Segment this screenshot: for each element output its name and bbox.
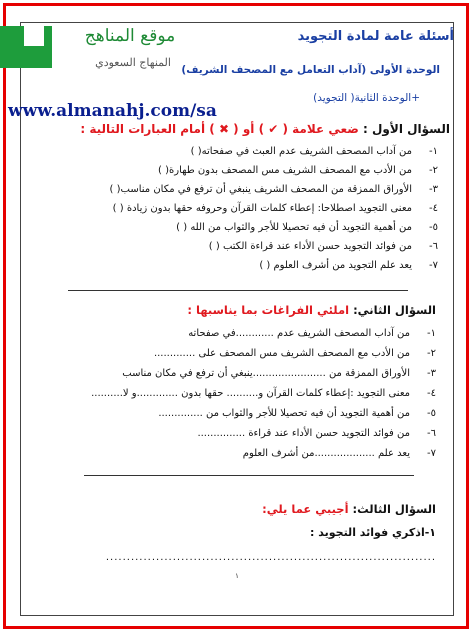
unit-two-heading: +الوحدة الثانية( التجويد) <box>313 92 420 104</box>
page-number: ١ <box>235 572 239 580</box>
item-number: ٦- <box>429 241 438 252</box>
answer-line[interactable]: ............................................................................... <box>105 552 436 563</box>
question1-heading <box>80 122 450 136</box>
item-number: ٤- <box>427 388 436 399</box>
site-logo-notch <box>24 26 44 46</box>
question2-instruction: املئي الفراغات بما يناسبها : <box>187 303 350 317</box>
site-logo-title: موقع المناهج <box>84 26 176 46</box>
site-logo-subtitle: المنهاج السعودي <box>95 56 171 69</box>
item-text: يعد علم التجويد من أشرف العلوم ( ) <box>259 260 412 271</box>
item-number: ٧- <box>427 448 436 459</box>
item-text: الأوراق الممزقة من .......................ينبغي أن ترفع في مكان مناسب <box>122 368 410 379</box>
item-number: ٣- <box>427 368 436 379</box>
item-text: الأوراق الممزقة من المصحف الشريف ينبغي أن ترفع في مكان مناسب( ) <box>109 184 412 195</box>
question1-instruction: ضعي علامة ( ✔ ) أو ( ✖ ) أمام العبارات التالية : <box>80 122 359 136</box>
list-item <box>243 448 436 459</box>
item-number: ١- <box>429 146 438 157</box>
list-item <box>158 408 436 419</box>
question1-label: السؤال الأول : <box>363 122 450 136</box>
item-text: من أهمية التجويد أن فيه تحصيلا للأجر والثواب من .............. <box>158 408 410 419</box>
list-item <box>259 260 438 271</box>
question3-heading <box>262 502 436 516</box>
item-text: من فوائد التجويد حسن الأداء عند قراءة الكتب ( ) <box>208 241 412 252</box>
item-text: معنى التجويد :إعطاء كلمات القرآن و.......... حقها بدون .............و لا.......... <box>91 388 410 399</box>
item-number: ٣- <box>429 184 438 195</box>
section-divider <box>84 475 414 476</box>
list-item <box>197 428 436 439</box>
item-number: ٤- <box>429 203 438 214</box>
item-number: ٥- <box>429 222 438 233</box>
item-number: ٢- <box>429 165 438 176</box>
list-item <box>191 146 438 157</box>
question2-list <box>56 328 436 478</box>
question2-label: السؤال الثاني: <box>353 303 436 317</box>
question3-label: السؤال الثالث: <box>352 502 436 516</box>
page-title: أسئلة عامة لمادة التجويد <box>297 29 454 44</box>
item-number: ١- <box>427 328 436 339</box>
question1-list <box>38 146 438 276</box>
list-item <box>158 165 438 176</box>
item-text: من آداب المصحف الشريف عدم ............في صفحاته <box>188 328 410 339</box>
list-item <box>176 222 438 233</box>
list-item <box>209 241 438 252</box>
question2-heading <box>187 303 436 317</box>
unit-one-heading: الوحدة الأولى (آداب التعامل مع المصحف الشريف) <box>181 64 440 76</box>
section-divider <box>68 290 408 291</box>
item-text: من أهمية التجويد أن فيه تحصيلا للأجر والثواب من الله ( ) <box>176 222 412 233</box>
list-item <box>154 348 436 359</box>
list-item <box>188 328 436 339</box>
question3-instruction: أجيبي عما يلي: <box>262 502 349 516</box>
item-text: من فوائد التجويد حسن الأداء عند قراءة ............... <box>197 428 410 439</box>
list-item <box>91 388 436 399</box>
watermark-url: www.almanahj.com/sa <box>8 101 217 121</box>
list-item <box>122 368 436 379</box>
item-text: من الأدب مع المصحف الشريف مس المصحف بدون طهارة( ) <box>158 165 412 176</box>
question3-subquestion: ١-اذكري فوائد التجويد : <box>310 526 436 539</box>
item-number: ٧- <box>429 260 438 271</box>
item-text: يعد علم ...................من أشرف العلوم <box>242 448 410 459</box>
item-number: ٥- <box>427 408 436 419</box>
item-text: معنى التجويد اصطلاحا: إعطاء كلمات القرآن وحروفه حقها بدون زيادة ( ) <box>112 203 412 214</box>
item-number: ٦- <box>427 428 436 439</box>
item-number: ٢- <box>427 348 436 359</box>
item-text: من الأدب مع المصحف الشريف مس المصحف على ............. <box>153 348 410 359</box>
list-item <box>110 184 438 195</box>
item-text: من آداب المصحف الشريف عدم العبث في صفحاته( ) <box>190 146 412 157</box>
list-item <box>113 203 438 214</box>
